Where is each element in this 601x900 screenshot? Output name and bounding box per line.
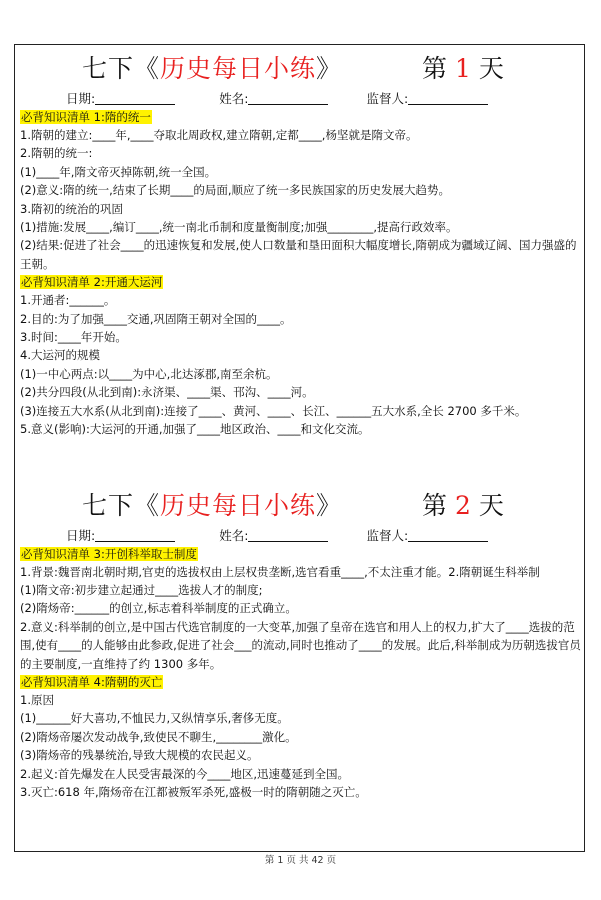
date-label: 日期: [66, 527, 96, 543]
day-num: 1 [455, 54, 471, 83]
day2-number [422, 486, 504, 522]
worksheet [20, 46, 581, 801]
list-item: (1)____年,隋文帝灭掉陈朝,统一全国。 [20, 164, 217, 179]
list-item: 3.隋初的统治的巩固 [20, 201, 123, 216]
title-main: 历史每日小练 [160, 54, 317, 83]
day1-number [422, 49, 504, 85]
list-item: (2)结果:促进了社会____的迅速恢复和发展,使人口数量和垦田面积大幅度增长,隋朝成为疆域辽阔、国力强盛的王朝。 [20, 238, 577, 271]
day-suffix: 天 [470, 54, 504, 83]
day1-info-row [20, 88, 581, 108]
list-item: (2)共分四段(从北到南):永济渠、____渠、邗沟、____河。 [20, 385, 314, 400]
title-prefix: 七下《 [82, 54, 161, 83]
list-item: 3.灭亡:618 年,隋炀帝在江都被叛军杀死,盛极一时的隋朝随之灭亡。 [20, 784, 367, 799]
heading-text: 必背知识清单 1:隋的统一 [21, 110, 151, 124]
list-item: (3)连接五大水系(从北到南):连接了____、黄河、____、长江、______五大水系,全长 2700 多千米。 [20, 403, 527, 418]
supervisor-label: 监督人: [366, 527, 409, 543]
list-item: 1.原因 [20, 692, 54, 707]
list-item: (2)隋炀帝屡次发动战争,致使民不聊生,________激化。 [20, 729, 297, 744]
list-item: 3.时间:____年开始。 [20, 330, 127, 345]
list-item: 5.意义(影响):大运河的开通,加强了____地区政治、____和文化交流。 [20, 422, 370, 437]
day-suffix: 天 [470, 490, 504, 520]
day2-title-row [20, 483, 581, 525]
list-item: 1.开通者:______。 [20, 293, 116, 308]
list-item: 2.意义:科举制的创立,是中国古代选官制度的一大变革,加强了皇帝在选官和用人上的权力,扩大了____选拔的范围,使有____的人能够由此参政,促进了社会___的流动,同时也推动了____的发展。此后,科举制成为历朝选拔官员的主要制度,一直维持了约 1300 多年。 [20, 619, 581, 671]
date-label: 日期: [66, 91, 96, 106]
list-item: 4.大运河的规模 [20, 348, 100, 363]
title-prefix: 七下《 [82, 490, 161, 520]
list-item: 2.目的:为了加强____交通,巩固隋王朝对全国的____。 [20, 311, 292, 326]
list-item: (3)隋炀帝的残暴统治,导致大规模的农民起义。 [20, 748, 259, 763]
section-heading [20, 108, 581, 126]
title-suffix: 》 [316, 54, 343, 83]
list-item: 2.起义:首先爆发在人民受害最深的今____地区,迅速蔓延到全国。 [20, 766, 349, 781]
day-prefix: 第 [422, 490, 455, 520]
date-field[interactable] [95, 528, 175, 542]
day2-info-row [20, 525, 581, 545]
heading-text: 必背知识清单 2:开通大运河 [21, 275, 163, 290]
name-field[interactable] [248, 528, 328, 542]
list-item: (1)一中心两点:以____为中心,北达涿郡,南至余杭。 [20, 366, 278, 381]
list-item: (2)意义:隋的统一,结束了长期____的局面,顺应了统一多民族国家的历史发展大趋势。 [20, 183, 450, 198]
name-label: 姓名: [219, 91, 249, 106]
list-item: 1.背景:魏晋南北朝时期,官吏的选拔权由上层权贵垄断,选官看重____,不太注重才能。2.隋朝诞生科举制 [20, 564, 540, 579]
heading-text: 必背知识清单 3:开创科举取士制度 [21, 546, 197, 561]
heading-text: 必背知识清单 4:隋朝的灭亡 [21, 674, 163, 689]
supervisor-field[interactable] [408, 528, 488, 542]
title-main: 历史每日小练 [160, 490, 317, 520]
title-suffix: 》 [316, 490, 343, 520]
day1-title [82, 49, 342, 85]
list-item: (1)隋文帝:初步建立起通过____选拔人才的制度; [20, 582, 263, 597]
supervisor-field[interactable] [408, 91, 488, 105]
page-footer: 第 1 页 共 42 页 [264, 855, 337, 866]
section-heading [20, 273, 581, 291]
day-prefix: 第 [422, 54, 455, 83]
date-field[interactable] [95, 91, 175, 105]
day2-title [82, 486, 342, 522]
list-item: 2.隋朝的统一: [20, 146, 93, 161]
spacer [20, 439, 581, 483]
section-heading [20, 673, 581, 691]
name-field[interactable] [248, 91, 328, 105]
list-item: (1)措施:发展____,编订____,统一南北币制和度量衡制度;加强________,提高行政效率。 [20, 220, 458, 235]
list-item: (2)隋炀帝:______的创立,标志着科举制度的正式确立。 [20, 601, 297, 616]
day-num: 2 [455, 490, 471, 520]
list-item: 1.隋朝的建立:____年,____夺取北周政权,建立隋朝,定都____,杨坚就是隋文帝。 [20, 128, 418, 142]
supervisor-label: 监督人: [366, 91, 409, 106]
list-item: (1)______好大喜功,不恤民力,又纵情享乐,奢侈无度。 [20, 711, 289, 726]
section-heading [20, 545, 581, 563]
name-label: 姓名: [219, 527, 249, 543]
day1-title-row [20, 46, 581, 88]
